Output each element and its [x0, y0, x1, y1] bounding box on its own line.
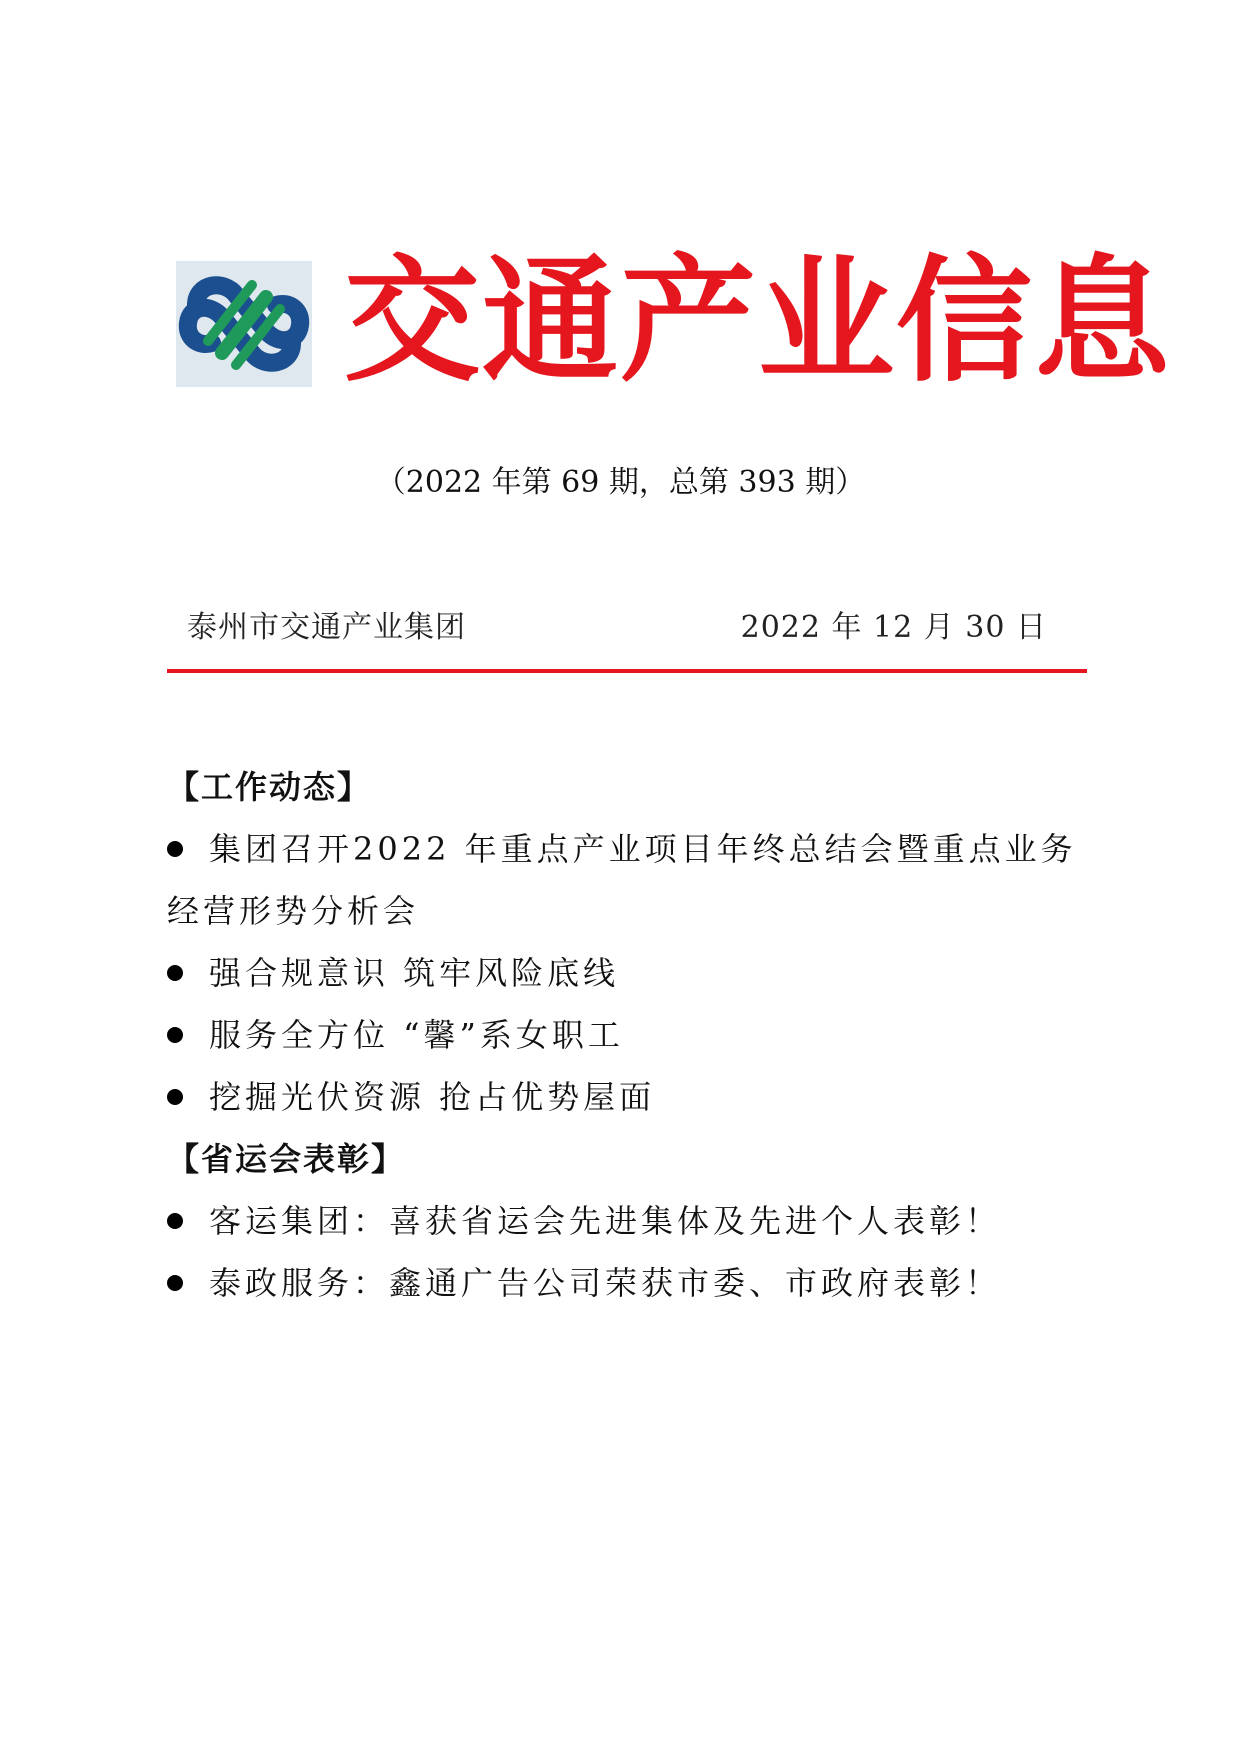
section-heading-work-news: 【工作动态】	[167, 768, 372, 806]
bullet-icon	[167, 1027, 183, 1043]
list-item-text: 客运集团：喜获省运会先进集体及先进个人表彰！	[209, 1202, 1002, 1240]
list-item-text: 服务全方位 “馨”系女职工	[209, 1016, 624, 1054]
list-item-text: 挖掘光伏资源 抢占优势屋面	[209, 1078, 656, 1116]
publish-date: 2022 年 12 月 30 日	[740, 610, 1047, 645]
list-item[interactable]	[167, 942, 1087, 1004]
bullet-icon	[167, 965, 183, 981]
publisher: 泰州市交通产业集团	[187, 610, 466, 645]
bullet-icon	[167, 841, 183, 857]
publication-title: 交通产业信息	[344, 241, 1172, 401]
list-item-text: 泰政服务：鑫通广告公司荣获市委、市政府表彰！	[209, 1264, 1002, 1302]
masthead	[176, 241, 1172, 406]
list-item-text: 集团召开2022 年重点产业项目年终总结会暨重点业务经营形势分析会	[167, 830, 1077, 930]
meta-row	[187, 606, 1047, 650]
list-item[interactable]	[167, 1004, 1087, 1066]
list-item[interactable]	[167, 1190, 1087, 1252]
logo	[176, 261, 312, 387]
bullet-icon	[167, 1213, 183, 1229]
bullet-icon	[167, 1089, 183, 1105]
table-of-contents	[167, 756, 1087, 1314]
list-item[interactable]	[167, 818, 1087, 942]
bullet-icon	[167, 1275, 183, 1291]
logo-emblem-icon	[176, 261, 312, 387]
list-item-text: 强合规意识 筑牢风险底线	[209, 954, 620, 992]
list-item[interactable]	[167, 1252, 1087, 1314]
red-divider	[167, 669, 1087, 673]
issue-number: （2022 年第 69 期，总第 393 期）	[375, 465, 866, 500]
section-heading-games-awards: 【省运会表彰】	[167, 1140, 406, 1178]
list-item[interactable]	[167, 1066, 1087, 1128]
